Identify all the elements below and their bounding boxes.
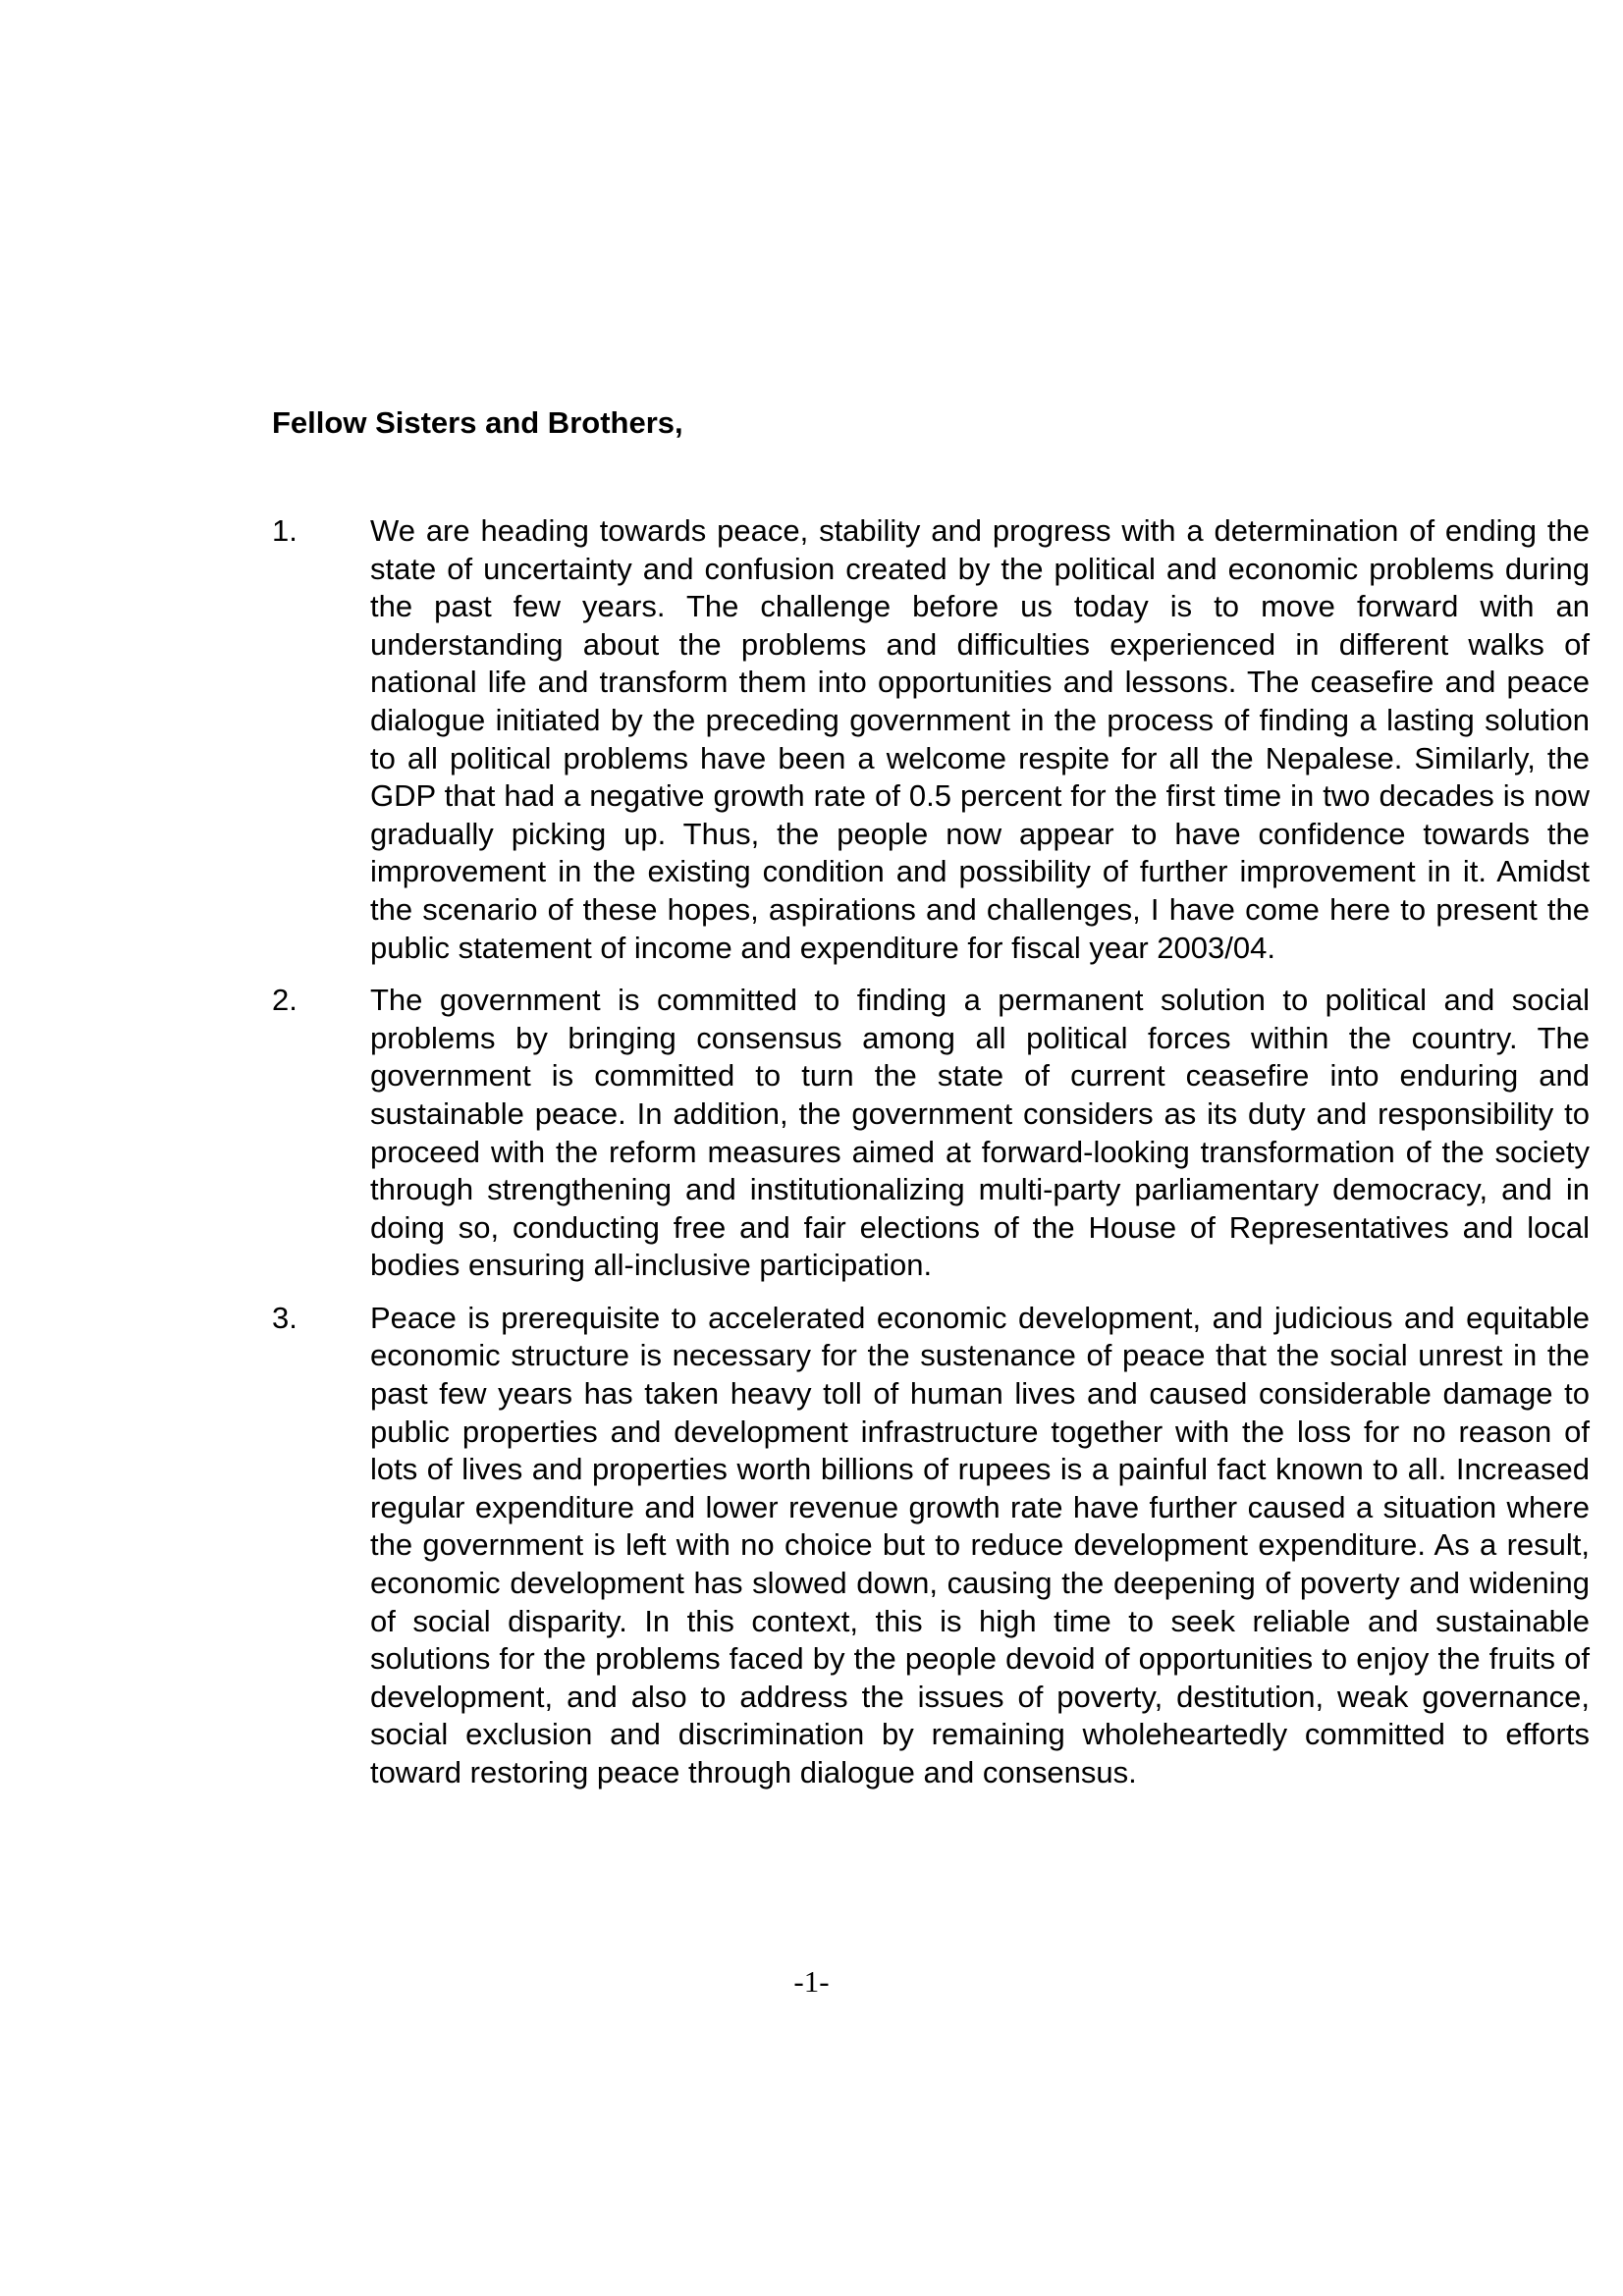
salutation-heading: Fellow Sisters and Brothers, bbox=[272, 405, 683, 440]
page-number: -1- bbox=[793, 1964, 830, 1999]
paragraph-3 bbox=[272, 1300, 1590, 1792]
numbered-paragraphs bbox=[272, 512, 1590, 1807]
paragraph-text: We are heading towards peace, stability and progress with a determination of ending the state of uncertainty and confusion created by the political and economic problems during the past few years. The challenge before us today is to move forward with an understanding about the problems and difficulties experienced in different walks of national life and transform them into opportunities and lessons. The ceasefire and peace dialogue initiated by the preceding government in the process of finding a lasting solution to all political problems have been a welcome respite for all the Nepalese. Similarly, the GDP that had a negative growth rate of 0.5 percent for the first time in two decades is now gradually picking up. Thus, the people now appear to have confidence towards the improvement in the existing condition and possibility of further improvement in it. Amidst the scenario of these hopes, aspirations and challenges, I have come here to present the public statement of income and expenditure for fiscal year 2003/04. bbox=[370, 513, 1590, 965]
paragraph-text: The government is committed to finding a permanent solution to political and social problems by bringing consensus among all political forces within the country. The government is committed to turn the state of current ceasefire into enduring and sustainable peace. In addition, the government considers as its duty and responsibility to proceed with the reform measures aimed at forward-looking transformation of the society through strengthening and institutionalizing multi-party parliamentary democracy, and in doing so, conducting free and fair elections of the House of Representatives and local bodies ensuring all-inclusive participation. bbox=[370, 983, 1590, 1283]
paragraph-2 bbox=[272, 982, 1590, 1285]
paragraph-number: 1. bbox=[272, 513, 298, 548]
paragraph-number: 3. bbox=[272, 1300, 298, 1335]
paragraph-text: Peace is prerequisite to accelerated economic development, and judicious and equitable economic structure is necessary for the sustenance of peace that the social unrest in the past few years has taken heavy toll of human lives and caused considerable damage to public properties and development infrastructure together with the loss for no reason of lots of lives and properties worth billions of rupees is a painful fact known to all. Increased regular expenditure and lower revenue growth rate have further caused a situation where the government is left with no choice but to reduce development expenditure. As a result, economic development has slowed down, causing the deepening of poverty and widening of social disparity. In this context, this is high time to seek reliable and sustainable solutions for the problems faced by the people devoid of opportunities to enjoy the fruits of development, and also to address the issues of poverty, destitution, weak governance, social exclusion and discrimination by remaining wholeheartedly committed to efforts toward restoring peace through dialogue and consensus. bbox=[370, 1300, 1590, 1789]
paragraph-number: 2. bbox=[272, 983, 298, 1018]
paragraph-1 bbox=[272, 512, 1590, 967]
